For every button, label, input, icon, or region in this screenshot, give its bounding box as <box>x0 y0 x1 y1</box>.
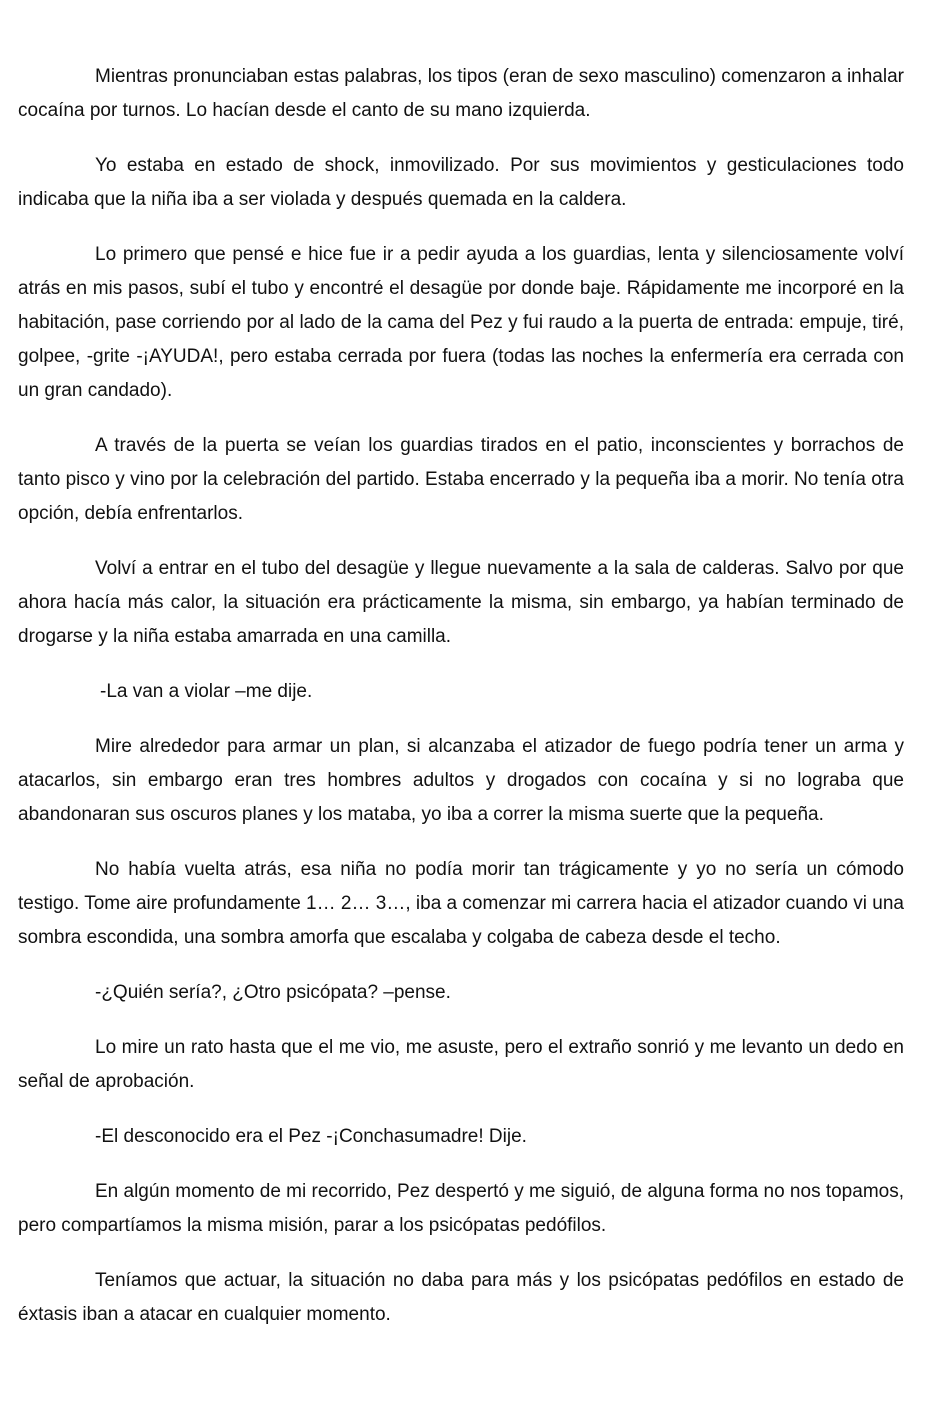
paragraph: Lo primero que pensé e hice fue ir a pedir ayuda a los guardias, lenta y silenciosamente volví atrás en mis pasos, subí el tubo y encontré el desagüe por donde baje. Rápidamente me incorporé en la habitación, pase corriendo por al lado de la cama del Pez y fui raudo a la puerta de entrada: empuje, tiré, golpee, -grite -¡AYUDA!, pero estaba cerrada por fuera (todas las noches la enfermería era cerrada con un gran candado). <box>18 244 904 401</box>
paragraph: A través de la puerta se veían los guardias tirados en el patio, inconscientes y borrachos de tanto pisco y vino por la celebración del partido. Estaba encerrado y la pequeña iba a morir. No tenía otra opción, debía enfrentarlos. <box>18 435 904 524</box>
paragraph: Yo estaba en estado de shock, inmovilizado. Por sus movimientos y gesticulaciones todo indicaba que la niña iba a ser violada y después quemada en la caldera. <box>18 155 904 210</box>
dialogue-line: -¿Quién sería?, ¿Otro psicópata? –pense. <box>95 982 451 1003</box>
paragraph: Mientras pronunciaban estas palabras, los tipos (eran de sexo masculino) comenzaron a inhalar cocaína por turnos. Lo hacían desde el canto de su mano izquierda. <box>18 66 904 121</box>
paragraph: Mire alrededor para armar un plan, si alcanzaba el atizador de fuego podría tener un arma y atacarlos, sin embargo eran tres hombres adultos y drogados con cocaína y si no lograba que abandonaran sus oscuros planes y los mataba, yo iba a correr la misma suerte que la pequeña. <box>18 736 904 825</box>
dialogue-line: -El desconocido era el Pez -¡Conchasumadre! Dije. <box>95 1126 527 1147</box>
paragraph: No había vuelta atrás, esa niña no podía morir tan trágicamente y yo no sería un cómodo testigo. Tome aire profundamente 1… 2… 3…, iba a comenzar mi carrera hacia el atizador cuando vi una sombra escondida, una sombra amorfa que escalaba y colgaba de cabeza desde el techo. <box>18 859 904 948</box>
paragraph: En algún momento de mi recorrido, Pez despertó y me siguió, de alguna forma no nos topamos, pero compartíamos la misma misión, parar a los psicópatas pedófilos. <box>18 1181 904 1236</box>
paragraph: Volví a entrar en el tubo del desagüe y llegue nuevamente a la sala de calderas. Salvo por que ahora hacía más calor, la situación era prácticamente la misma, sin embargo, ya habían terminado de drogarse y la niña estaba amarrada en una camilla. <box>18 558 904 647</box>
paragraph: Lo mire un rato hasta que el me vio, me asuste, pero el extraño sonrió y me levanto un dedo en señal de aprobación. <box>18 1037 904 1092</box>
document-page <box>18 60 904 1353</box>
paragraph: Teníamos que actuar, la situación no daba para más y los psicópatas pedófilos en estado de éxtasis iban a atacar en cualquier momento. <box>18 1270 904 1325</box>
dialogue-line: -La van a violar –me dije. <box>100 681 313 702</box>
